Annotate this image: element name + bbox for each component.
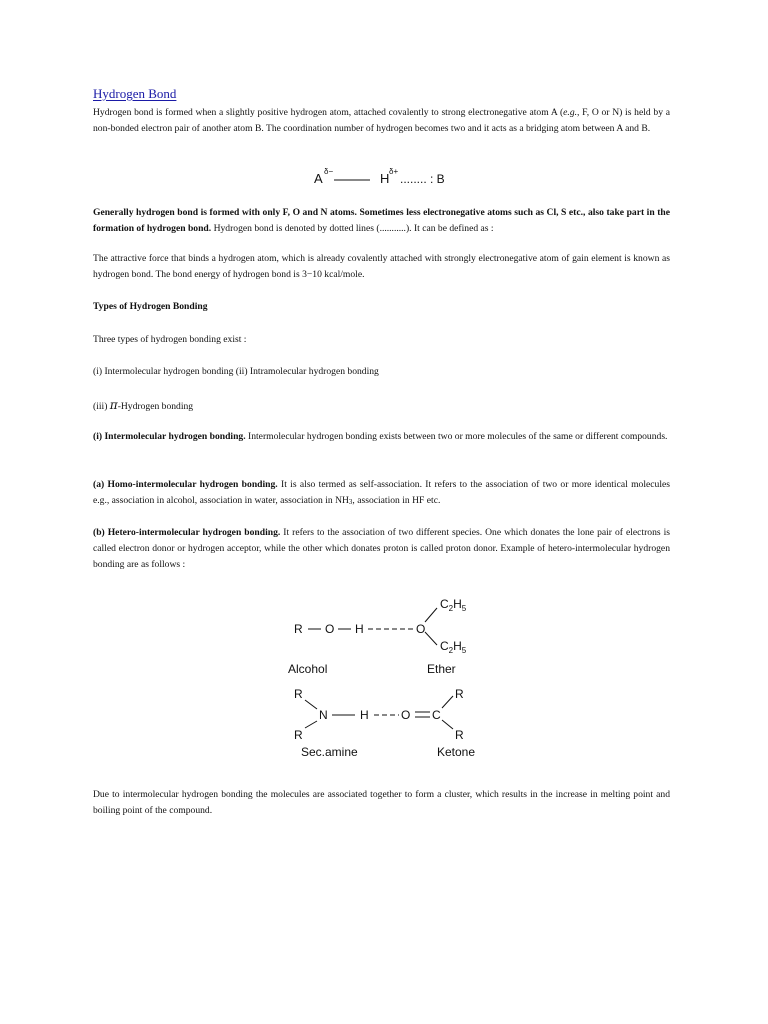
types-list-2-suffix: -Hydrogen bonding <box>117 401 194 412</box>
hetero-paragraph <box>93 525 670 573</box>
types-heading: Types of Hydrogen Bonding <box>93 301 208 312</box>
nh3-subscript: 3 <box>348 498 353 506</box>
amine-bond-top <box>305 700 317 709</box>
intermolecular-paragraph <box>93 429 670 445</box>
ketone-bond-bottom <box>442 720 453 729</box>
intro-paragraph <box>93 105 670 137</box>
ethyl-top-h: H <box>453 597 462 611</box>
amine-n: N <box>319 708 328 722</box>
hydrogen-bonding-diagram <box>270 588 510 768</box>
ethyl-bot-5: 5 <box>461 646 467 655</box>
intro-text-a: Hydrogen bond is formed when a slightly positive hydrogen atom, attached covalently to strong electronegative atom A ( <box>93 107 564 118</box>
alcohol-o: O <box>325 622 335 636</box>
homo-bold: (a) Homo-intermolecular hydrogen bonding. <box>93 479 278 490</box>
attractive-force-paragraph: The attractive force that binds a hydrogen atom, which is already covalently attached with strongly electronegative atom of gain element is known as hydrogen bond. The bond energy of hydrogen bond is 3−10 kcal/mole. <box>93 253 670 280</box>
intermolecular-bold: (i) Intermolecular hydrogen bonding. <box>93 431 246 442</box>
definition-bold: Generally hydrogen bond is formed with only F, O and N atoms. Sometimes less electronegative atoms such as Cl, S etc., also take part in the formation of hydrogen bond. <box>93 207 670 234</box>
conclusion-paragraph: Due to intermolecular hydrogen bonding the molecules are associated together to form a cluster, which results in the increase in melting point and boiling point of the compound. <box>93 789 670 816</box>
page-title[interactable]: Hydrogen Bond <box>93 86 177 101</box>
ketone-c: C <box>432 708 441 722</box>
intermolecular-normal: Intermolecular hydrogen bonding exists between two or more molecules of the same or different compounds. <box>245 431 668 442</box>
amine-r-top: R <box>294 687 303 701</box>
types-list-2-prefix: (iii) <box>93 401 108 412</box>
label-ketone: Ketone <box>437 745 476 759</box>
ethyl-bottom <box>440 639 467 655</box>
ethyl-top-c: C <box>440 597 449 611</box>
ethyl-top-2: 2 <box>448 604 454 613</box>
hetero-bold: (b) Hetero-intermolecular hydrogen bonding. <box>93 527 281 538</box>
ether-bond-bottom <box>425 632 437 645</box>
homo-paragraph <box>93 477 670 510</box>
intro-eg: e.g. <box>563 107 578 118</box>
pi-symbol: π <box>109 398 118 412</box>
delta-plus: δ+ <box>389 167 399 176</box>
amine-bond-bottom <box>305 721 317 728</box>
ethyl-bot-c: C <box>440 639 449 653</box>
ketone-o: O <box>401 708 411 722</box>
alcohol-h: H <box>355 622 364 636</box>
amine-r-bottom: R <box>294 728 303 742</box>
label-sec-amine: Sec.amine <box>301 745 358 759</box>
ethyl-top-5: 5 <box>461 604 467 613</box>
definition-paragraph <box>93 205 670 237</box>
definition-normal: Hydrogen bond is denoted by dotted lines (...........). It can be defined as : <box>211 223 494 234</box>
types-intro: Three types of hydrogen bonding exist : <box>93 334 247 345</box>
hetero-normal: It refers to the association of two different species. One which donates the lone pair of electrons is called electron donor or hydrogen acceptor, while the other which donates proton is called proton donor. Example of hetero-intermolecular hydrogen bonding are as follows : <box>93 527 670 570</box>
alcohol-r: R <box>294 622 303 636</box>
label-ether: Ether <box>427 662 456 676</box>
ketone-bond-top <box>442 696 453 708</box>
label-alcohol: Alcohol <box>288 662 328 676</box>
delta-minus: δ− <box>324 167 334 176</box>
amine-h: H <box>360 708 369 722</box>
hydrogen-bond-figure <box>300 164 480 190</box>
homo-normal-b: , association in HF etc. <box>352 495 441 506</box>
ether-bond-top <box>425 608 437 622</box>
types-list-1: (i) Intermolecular hydrogen bonding (ii) Intramolecular hydrogen bonding <box>93 366 379 377</box>
ethyl-bot-2: 2 <box>448 646 454 655</box>
atom-h: H <box>380 171 390 186</box>
ether-o: O <box>416 622 426 636</box>
homo-normal-a: It is also termed as self-association. It refers to the association of two or more identical molecules e.g., association in alcohol, association in water, association in NH <box>93 479 670 506</box>
hydrogen-bond-dots-b: ........ : B <box>400 172 445 186</box>
ketone-r-top: R <box>455 687 464 701</box>
types-list-2 <box>93 397 193 415</box>
intro-text-b: , F, O or N) is held by a non-bonded electron pair of another atom B. The coordination number of hydrogen becomes two and it acts as a bridging atom between A and B. <box>93 107 670 134</box>
ethyl-bot-h: H <box>453 639 462 653</box>
atom-a: A <box>314 171 323 186</box>
ethyl-top <box>440 597 467 613</box>
ketone-r-bottom: R <box>455 728 464 742</box>
